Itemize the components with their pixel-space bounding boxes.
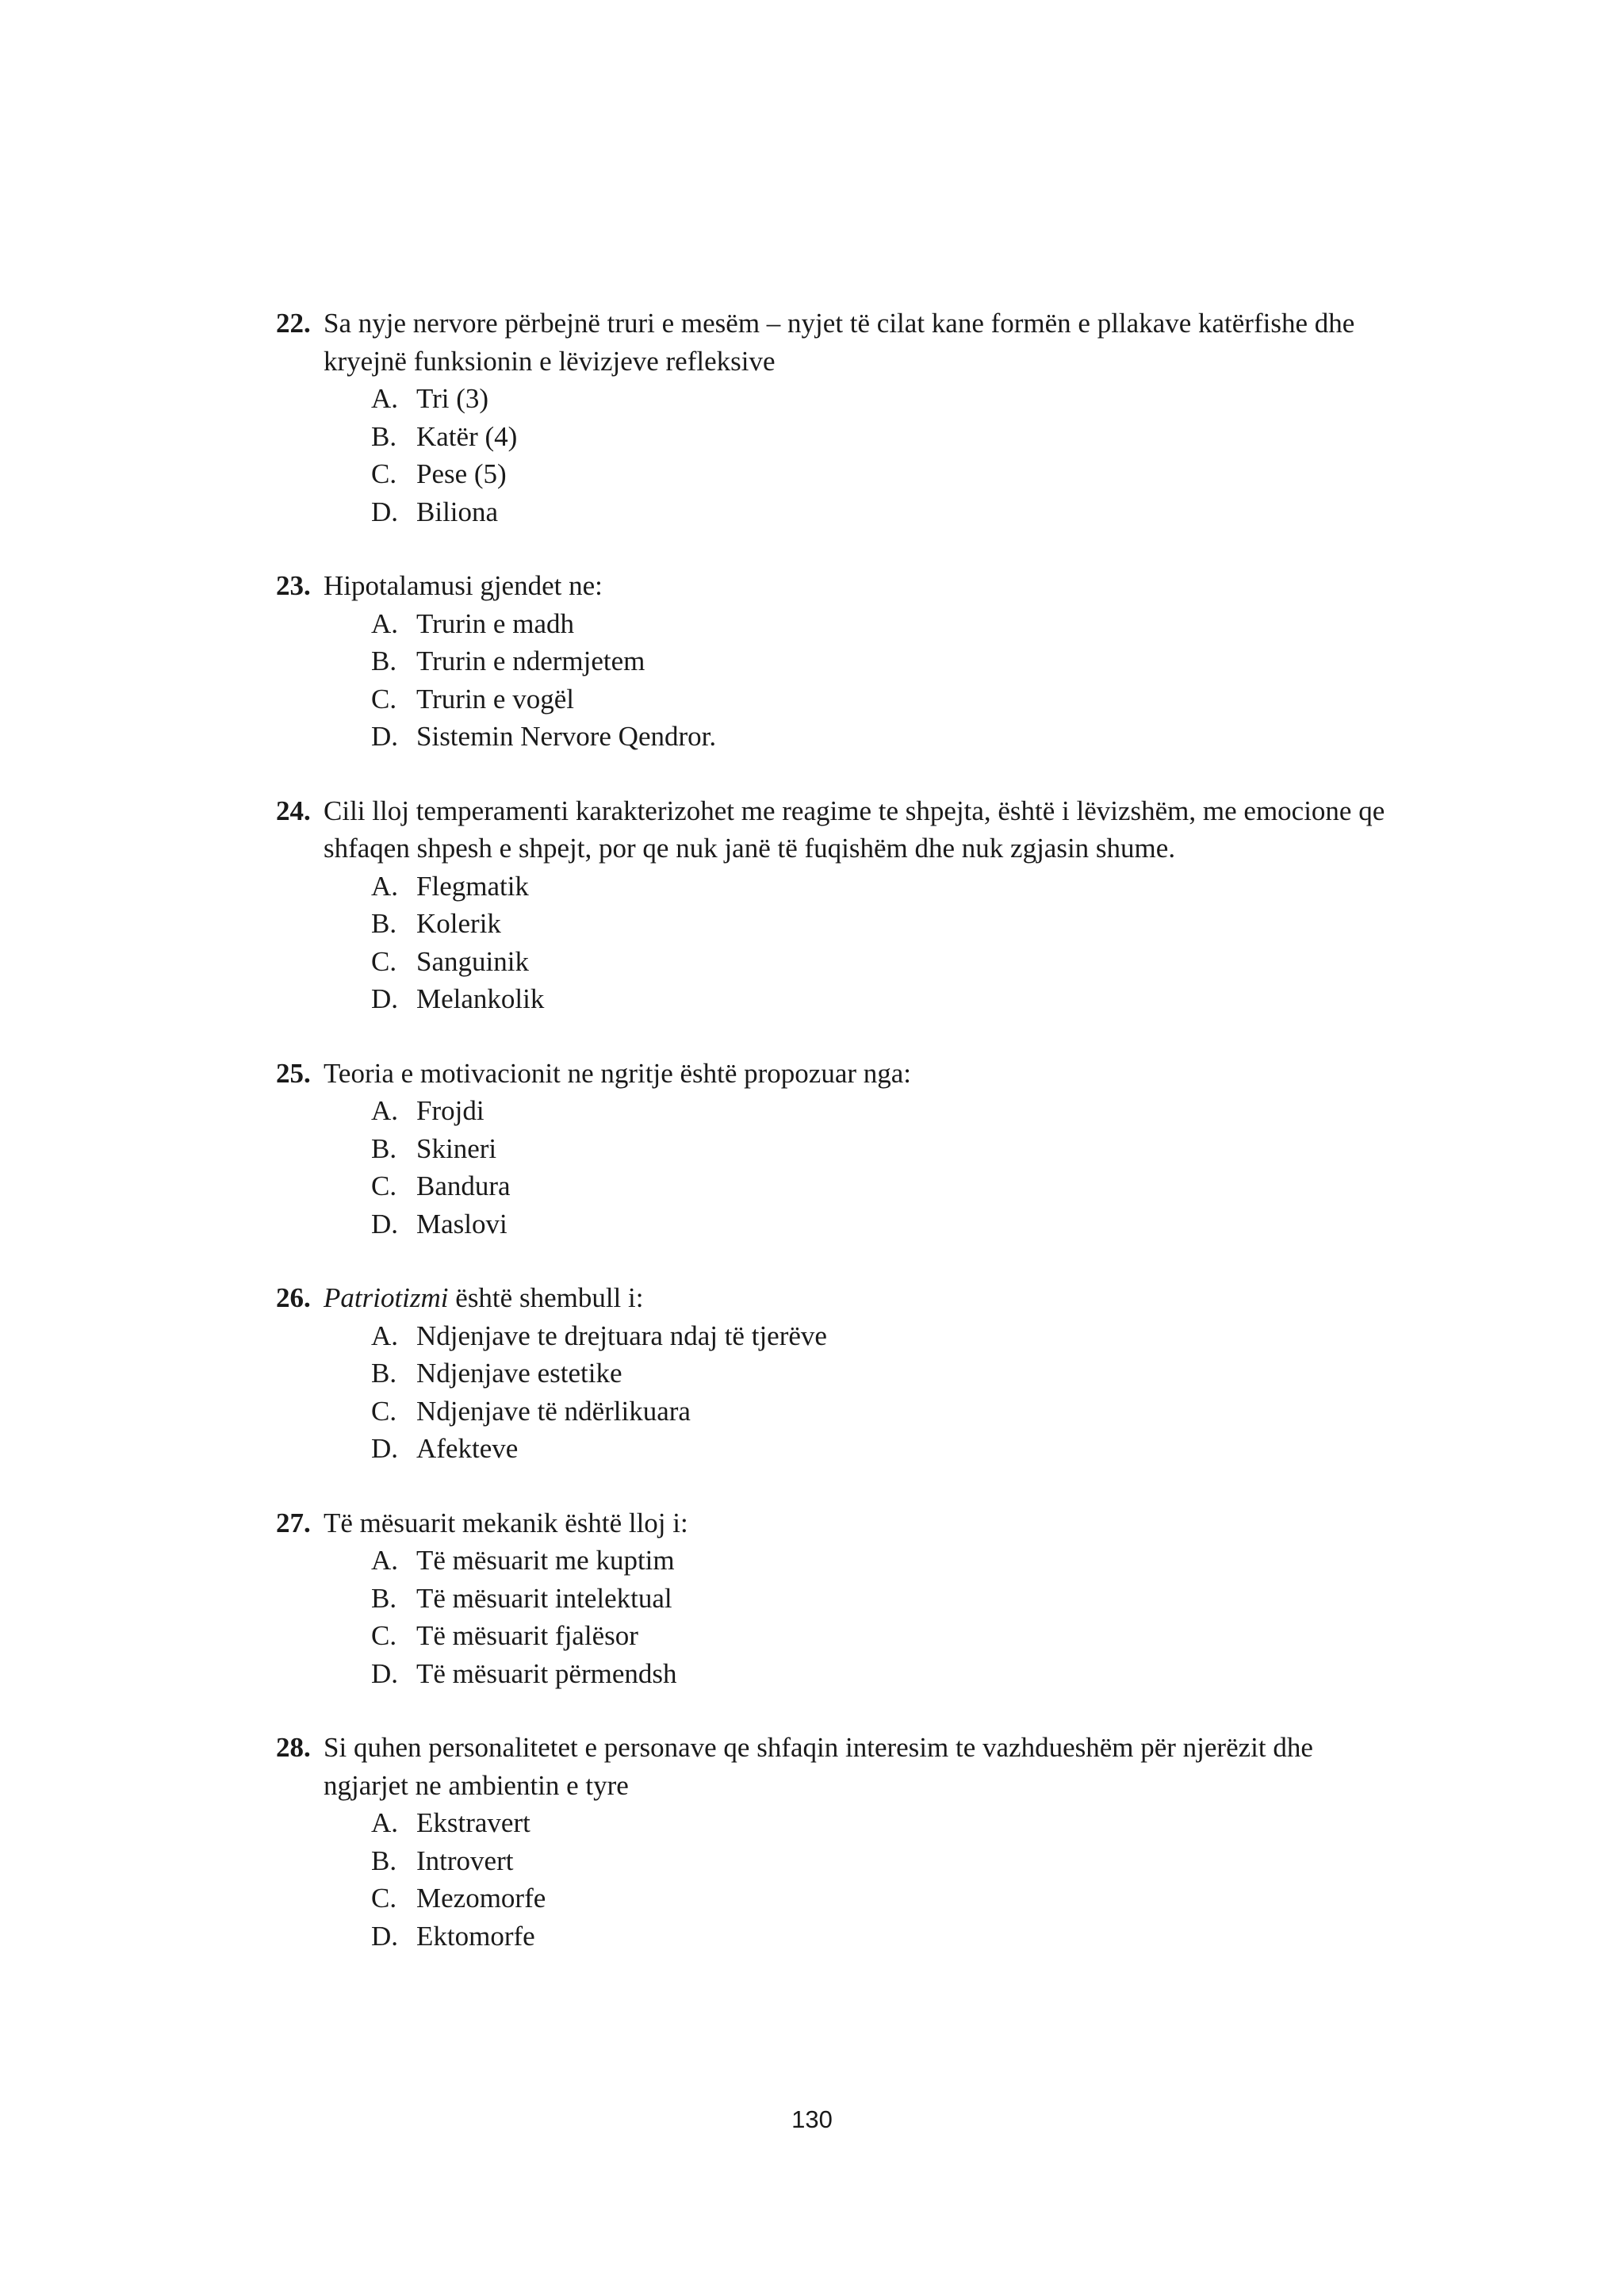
answer-options <box>276 1317 1386 1468</box>
option-letter: A. <box>371 870 399 902</box>
option-letter: B. <box>371 420 397 452</box>
question-text-body: është shembull i: <box>448 1282 644 1313</box>
option-letter: C. <box>371 1170 397 1201</box>
option-text: Ndjenjave të ndërlikuara <box>416 1395 691 1427</box>
option-letter: C. <box>371 458 397 489</box>
answer-option-c <box>276 1393 1386 1431</box>
option-text: Të mësuarit përmendsh <box>416 1657 677 1689</box>
answer-options <box>276 605 1386 756</box>
option-text: Të mësuarit me kuptim <box>416 1545 675 1576</box>
answer-option-d <box>276 1430 1386 1468</box>
option-text: Trurin e vogël <box>416 683 574 715</box>
option-text: Skineri <box>416 1132 497 1164</box>
option-text: Trurin e ndermjetem <box>416 646 645 676</box>
option-text: Frojdi <box>416 1095 485 1126</box>
answer-option-b <box>276 905 1386 943</box>
option-text: Ndjenjave estetike <box>416 1358 622 1389</box>
option-letter: C. <box>371 683 397 715</box>
answer-option-a <box>276 1542 1386 1580</box>
option-text: Të mësuarit intelektual <box>416 1582 672 1614</box>
option-text: Sistemin Nervore Qendror. <box>416 721 717 752</box>
answer-option-c <box>276 455 1386 493</box>
question-text-body: Sa nyje nervore përbejnë truri e mesëm – nyjet të cilat kane formën e pllakave katërfishe dhe kryejnë funksionin e lëvizjeve refleksive <box>324 308 1355 377</box>
answer-options <box>276 1092 1386 1243</box>
question-26 <box>276 1279 1386 1468</box>
option-letter: D. <box>371 983 399 1014</box>
option-letter: B. <box>371 1845 397 1876</box>
answer-option-a <box>276 1804 1386 1842</box>
answer-option-d <box>276 1917 1386 1956</box>
option-text: Bandura <box>416 1170 511 1201</box>
answer-option-c <box>276 1617 1386 1655</box>
question-stem <box>276 1504 1386 1542</box>
answer-option-b <box>276 1842 1386 1880</box>
answer-option-d <box>276 980 1386 1018</box>
question-number: 24. <box>276 795 311 826</box>
option-letter: D. <box>371 496 399 527</box>
answer-option-c <box>276 943 1386 981</box>
answer-option-a <box>276 1317 1386 1355</box>
question-23 <box>276 567 1386 756</box>
option-letter: A. <box>371 1320 399 1351</box>
page-number: 130 <box>791 2105 833 2133</box>
answer-option-a <box>276 868 1386 906</box>
question-text-body: Cili lloj temperamenti karakterizohet me reagime te shpejta, është i lëvizshëm, me emocione qe shfaqen shpesh e shpejt, por qe nuk janë të fuqishëm dhe nuk zgjasin shume. <box>324 795 1385 864</box>
option-letter: C. <box>371 1395 397 1427</box>
option-letter: D. <box>371 1920 399 1952</box>
question-text-italic: Patriotizmi <box>324 1282 449 1313</box>
option-letter: C. <box>371 945 397 977</box>
question-28 <box>276 1729 1386 1955</box>
answer-option-c <box>276 1879 1386 1917</box>
answer-option-c <box>276 680 1386 718</box>
answer-option-b <box>276 1354 1386 1393</box>
option-text: Mezomorfe <box>416 1883 546 1914</box>
question-text <box>324 1732 1313 1801</box>
answer-option-a <box>276 1092 1386 1130</box>
question-text <box>324 1508 688 1538</box>
option-letter: A. <box>371 383 399 414</box>
question-number: 27. <box>276 1507 311 1538</box>
option-letter: C. <box>371 1620 397 1651</box>
option-letter: B. <box>371 908 397 939</box>
option-text: Afekteve <box>416 1433 519 1464</box>
answer-option-a <box>276 380 1386 418</box>
question-stem <box>276 1055 1386 1093</box>
option-text: Ekstravert <box>416 1807 530 1838</box>
option-text: Introvert <box>416 1845 514 1876</box>
option-text: Kolerik <box>416 908 501 939</box>
answer-option-d <box>276 1655 1386 1693</box>
question-text <box>324 308 1354 377</box>
option-letter: B. <box>371 1582 397 1614</box>
answer-options <box>276 1542 1386 1692</box>
question-text-body: Hipotalamusi gjendet ne: <box>324 570 603 601</box>
option-text: Pese (5) <box>416 458 507 489</box>
question-stem <box>276 1729 1386 1804</box>
answer-option-d <box>276 1205 1386 1243</box>
answer-options <box>276 868 1386 1018</box>
question-number: 28. <box>276 1732 311 1763</box>
question-number: 23. <box>276 570 311 601</box>
option-letter: B. <box>371 1358 397 1389</box>
answer-option-b <box>276 418 1386 456</box>
option-text: Ndjenjave te drejtuara ndaj të tjerëve <box>416 1320 827 1351</box>
option-text: Trurin e madh <box>416 607 574 639</box>
question-22 <box>276 305 1386 531</box>
option-letter: C. <box>371 1883 397 1914</box>
answer-option-b <box>276 1580 1386 1618</box>
question-stem <box>276 305 1386 380</box>
question-text <box>324 795 1385 864</box>
question-stem <box>276 792 1386 868</box>
question-number: 22. <box>276 308 311 339</box>
question-27 <box>276 1504 1386 1693</box>
option-text: Biliona <box>416 496 499 527</box>
option-text: Tri (3) <box>416 383 489 414</box>
option-letter: D. <box>371 1657 399 1689</box>
option-letter: A. <box>371 1095 399 1126</box>
option-text: Melankolik <box>416 983 545 1014</box>
question-text <box>324 1058 911 1089</box>
question-stem <box>276 1279 1386 1317</box>
option-letter: B. <box>371 646 397 676</box>
answer-options <box>276 380 1386 531</box>
option-text: Ektomorfe <box>416 1920 535 1952</box>
option-text: Të mësuarit fjalësor <box>416 1620 638 1651</box>
option-letter: A. <box>371 1545 399 1576</box>
question-stem <box>276 567 1386 605</box>
option-text: Maslovi <box>416 1208 508 1239</box>
answer-option-d <box>276 718 1386 756</box>
option-letter: D. <box>371 1208 399 1239</box>
option-text: Katër (4) <box>416 420 518 452</box>
question-24 <box>276 792 1386 1018</box>
option-letter: D. <box>371 1433 399 1464</box>
question-list <box>276 305 1386 1991</box>
question-text <box>324 570 603 601</box>
answer-options <box>276 1804 1386 1955</box>
question-text <box>324 1282 643 1313</box>
question-25 <box>276 1055 1386 1243</box>
question-text-body: Të mësuarit mekanik është lloj i: <box>324 1507 688 1538</box>
answer-option-a <box>276 605 1386 643</box>
answer-option-b <box>276 1130 1386 1168</box>
answer-option-b <box>276 642 1386 680</box>
option-text: Flegmatik <box>416 870 529 902</box>
option-letter: D. <box>371 721 399 752</box>
option-letter: B. <box>371 1132 397 1164</box>
question-text-body: Si quhen personalitetet e personave qe shfaqin interesim te vazhdueshëm për njerëzit dhe ngjarjet ne ambientin e tyre <box>324 1732 1313 1801</box>
question-text-body: Teoria e motivacionit ne ngritje është propozuar nga: <box>324 1057 912 1089</box>
question-number: 25. <box>276 1057 311 1089</box>
answer-option-c <box>276 1167 1386 1205</box>
option-letter: A. <box>371 1807 399 1838</box>
answer-option-d <box>276 493 1386 531</box>
option-text: Sanguinik <box>416 945 529 977</box>
question-number: 26. <box>276 1282 311 1313</box>
option-letter: A. <box>371 607 399 639</box>
